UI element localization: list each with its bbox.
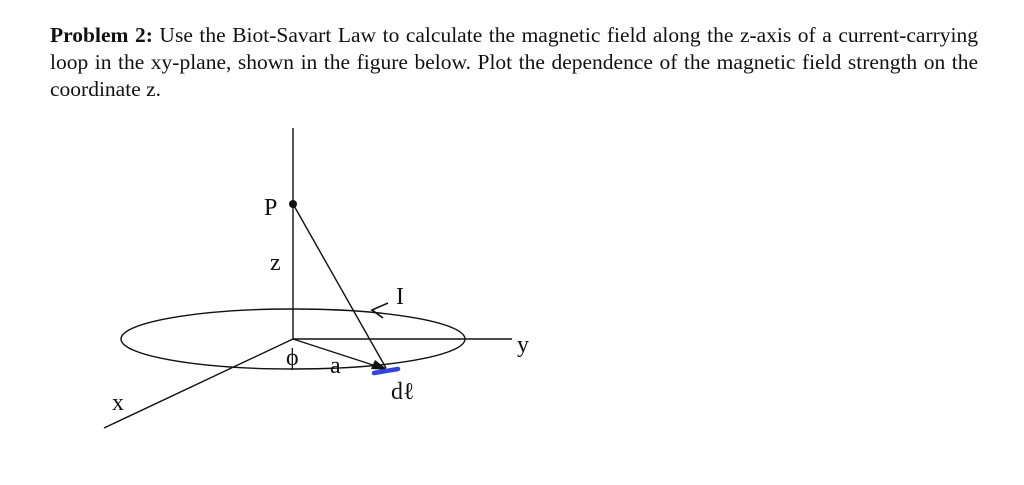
label-phi: ϕ bbox=[286, 345, 299, 371]
label-dl: dℓ bbox=[391, 379, 415, 405]
x-axis bbox=[104, 339, 293, 428]
label-z: z bbox=[270, 250, 281, 276]
label-x: x bbox=[112, 390, 124, 416]
problem-text: Use the Biot-Savart Law to calculate the magnetic field along the z-axis of a current-carrying loop in the xy-plane, shown in the figure below. Plot the dependence of the magnetic field strength on the coordinate z. bbox=[50, 23, 978, 101]
label-current: I bbox=[396, 284, 404, 310]
label-p: P bbox=[264, 195, 278, 221]
label-y: y bbox=[517, 332, 529, 358]
point-p-dot bbox=[289, 200, 297, 208]
dl-segment bbox=[374, 369, 398, 373]
problem-heading: Problem 2: bbox=[50, 23, 153, 47]
label-a: a bbox=[330, 353, 341, 379]
current-arrow-icon bbox=[372, 303, 388, 318]
